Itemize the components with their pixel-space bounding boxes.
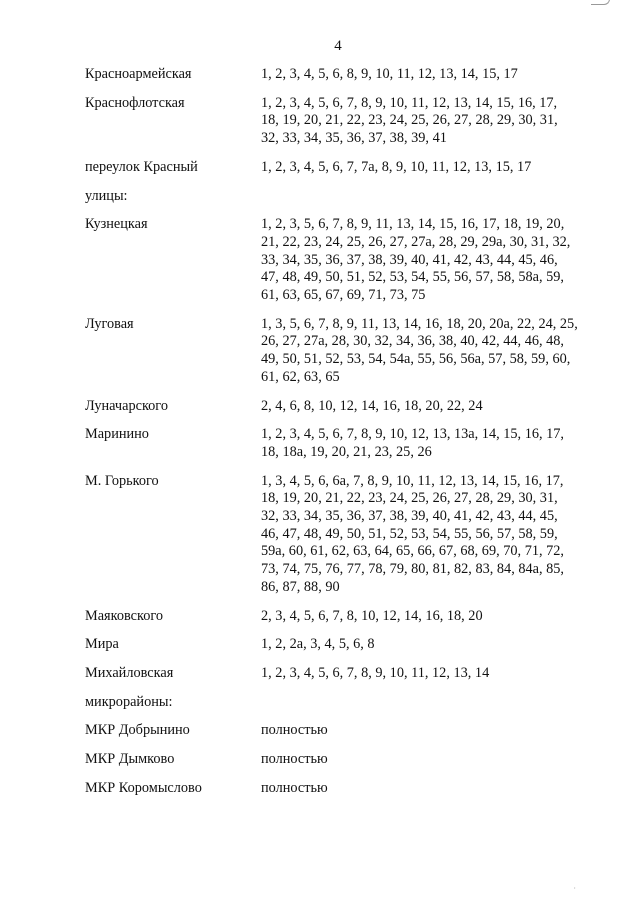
house-numbers: 1, 3, 4, 5, 6, 6а, 7, 8, 9, 10, 11, 12, 13, 14, 15, 16, 17, 18, 19, 20, 21, 22, 23, 24, 25, 26, 27, 28, 29, 30, 31, 32, 33, 34, 35, 36, 37, 38, 39, 40, 41, 42, 43, 44, 45, 46, 47, 48, 49, 50, 51, 52, 53, 54, 55, 56, 57, 58, 59, 59а, 60, 61, 62, 63, 64, 65, 66, 67, 68, 69, 70, 71, 72, 73, 74, 75, 76, 77, 78, 79, 80, 81, 82, 83, 84, 84а, 85, 86, 87, 88, 90 xyxy=(261,472,565,595)
street-name: Луначарского xyxy=(85,397,168,414)
list-item xyxy=(85,95,605,148)
district-name: МКР Дымково xyxy=(85,751,175,768)
house-numbers: 1, 2, 3, 4, 5, 6, 7, 8, 9, 10, 12, 13, 13а, 14, 15, 16, 17, 18, 18а, 19, 20, 21, 23, 25, 26 xyxy=(261,426,565,460)
list-item xyxy=(85,159,605,177)
street-name: Красноармейская xyxy=(85,66,192,82)
corner-mark xyxy=(591,0,610,5)
section-heading-streets: улицы: xyxy=(85,187,128,204)
list-item xyxy=(85,722,605,740)
list-item xyxy=(85,473,605,597)
street-name: Маяковского xyxy=(85,607,164,624)
street-name: переулок Красный xyxy=(85,158,198,175)
street-name: Луговая xyxy=(85,315,134,332)
district-coverage: полностью xyxy=(261,779,328,796)
house-numbers: 1, 2, 3, 5, 6, 7, 8, 9, 11, 13, 14, 15, 16, 17, 18, 19, 20, 21, 22, 23, 24, 25, 26, 27, 27а, 28, 29, 29а, 30, 31, 32, 33, 34, 35, 36, 37, 38, 39, 40, 41, 42, 43, 44, 45, 46, 47, 48, 49, 50, 51, 52, 53, 54, 55, 56, 57, 58, 58а, 59, 61, 63, 65, 67, 69, 71, 73, 75 xyxy=(261,216,571,304)
address-list xyxy=(85,66,605,798)
section-heading-districts: микрорайоны: xyxy=(85,693,173,710)
scan-speck: · xyxy=(573,884,576,893)
street-name: Маринино xyxy=(85,426,149,443)
page-number: 4 xyxy=(334,38,342,54)
list-item xyxy=(85,665,605,683)
house-numbers: 1, 2, 3, 4, 5, 6, 7, 7а, 8, 9, 10, 11, 12, 13, 15, 17 xyxy=(261,158,532,175)
street-name: Кузнецкая xyxy=(85,216,148,233)
list-item xyxy=(85,398,605,416)
house-numbers: 1, 2, 3, 4, 5, 6, 7, 8, 9, 10, 11, 12, 13, 14, 15, 16, 17, 18, 19, 20, 21, 22, 23, 24, 25, 26, 27, 28, 29, 30, 31, 32, 33, 34, 35, 36, 37, 38, 39, 41 xyxy=(261,94,558,147)
district-name: МКР Добрынино xyxy=(85,722,190,739)
house-numbers: 1, 2, 2а, 3, 4, 5, 6, 8 xyxy=(261,636,375,653)
street-name: Мира xyxy=(85,636,119,653)
list-item xyxy=(85,780,605,798)
district-name: МКР Коромыслово xyxy=(85,779,202,796)
house-numbers: 2, 4, 6, 8, 10, 12, 14, 16, 18, 20, 22, 24 xyxy=(261,397,483,414)
list-item xyxy=(85,216,605,305)
list-item xyxy=(85,636,605,654)
list-item xyxy=(85,608,605,626)
district-coverage: полностью xyxy=(261,751,328,768)
street-name: Михайловская xyxy=(85,664,174,681)
list-item xyxy=(85,66,605,84)
house-numbers: 1, 3, 5, 6, 7, 8, 9, 11, 13, 14, 16, 18, 20, 20а, 22, 24, 25, 26, 27, 27а, 28, 30, 32, 34, 36, 38, 40, 42, 44, 46, 48, 49, 50, 51, 52, 53, 54, 54а, 55, 56, 56а, 57, 58, 59, 60, 61, 62, 63, 65 xyxy=(261,315,578,385)
list-item xyxy=(85,426,605,461)
list-item xyxy=(85,316,605,387)
house-numbers: 2, 3, 4, 5, 6, 7, 8, 10, 12, 14, 16, 18, 20 xyxy=(261,607,483,624)
street-name: Краснофлотская xyxy=(85,94,185,111)
house-numbers: 1, 2, 3, 4, 5, 6, 8, 9, 10, 11, 12, 13, 14, 15, 17 xyxy=(261,66,518,82)
street-name: М. Горького xyxy=(85,472,159,489)
house-numbers: 1, 2, 3, 4, 5, 6, 7, 8, 9, 10, 11, 12, 13, 14 xyxy=(261,664,490,681)
list-item xyxy=(85,751,605,769)
district-coverage: полностью xyxy=(261,722,328,739)
